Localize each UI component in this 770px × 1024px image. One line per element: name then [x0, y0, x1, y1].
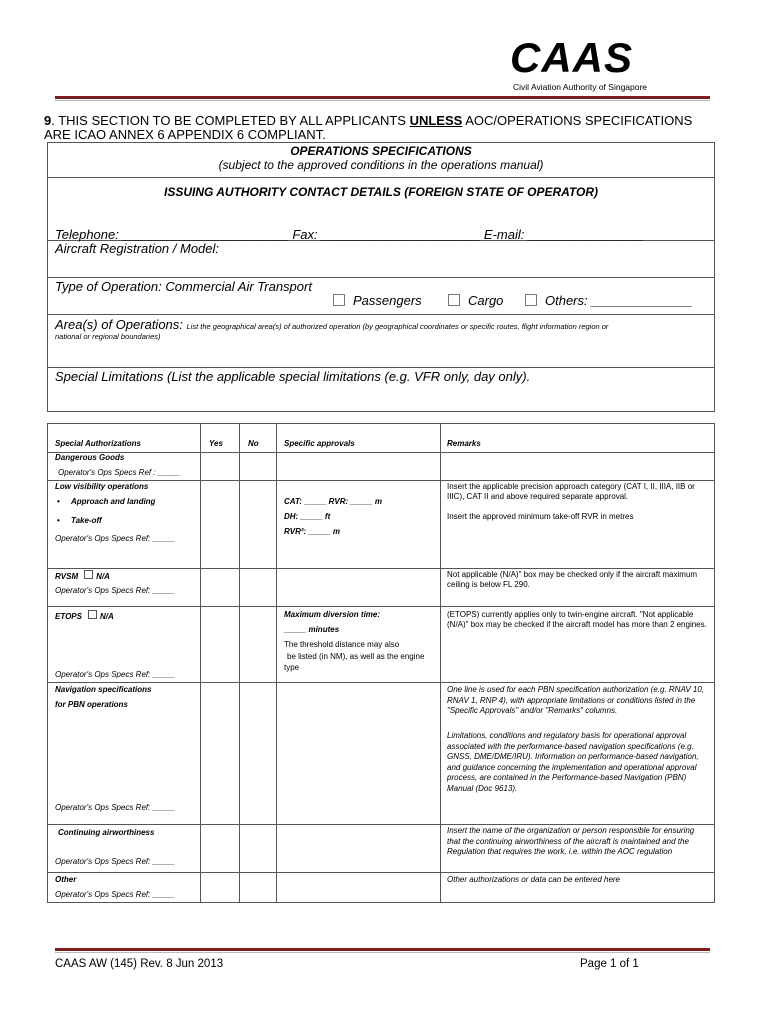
section-intro [44, 114, 714, 142]
cargo-option[interactable] [448, 293, 503, 308]
footer-doc-ref: CAAS AW (145) Rev. 8 Jun 2013 [55, 958, 224, 970]
contact-line[interactable]: Telephone: _______________________ Fax: ______________________ E-mail: ________________ [55, 227, 644, 242]
dangerous-goods-label: Dangerous Goods [55, 453, 125, 462]
row-line-4 [47, 606, 715, 607]
lv-remark-1: Insert the applicable precision approach category (CAT I, II, IIIA, IIB or IIIC), CAT II and above required separate approval. [447, 482, 695, 501]
row-line-6 [47, 824, 715, 825]
dg-ops-ref[interactable]: Operator's Ops Specs Ref : _____ [58, 468, 181, 477]
header-specific: Specific approvals [284, 439, 355, 448]
ops-divider-3 [47, 277, 715, 278]
ops-divider-1 [47, 177, 715, 178]
lv-remark-2: Insert the approved minimum take-off RVR in metres [447, 512, 634, 521]
others-checkbox[interactable] [525, 294, 537, 306]
footer-rule-shadow [55, 952, 710, 953]
aircraft-registration-label: Aircraft Registration / Model: [55, 241, 220, 256]
row-line-7 [47, 872, 715, 873]
rvsm-remark: Not applicable (N/A)" box may be checked only if the aircraft maximum ceiling is below FL 290. [447, 570, 698, 589]
col-line-2 [239, 423, 240, 903]
ops-title: OPERATIONS SPECIFICATIONS [290, 144, 472, 158]
col-line-1 [200, 423, 201, 903]
rvsm-label: RVSM [55, 572, 79, 581]
others-option[interactable] [525, 293, 692, 308]
areas-note: List the geographical area(s) of authorized operation (by geographical coordinates or specific routes, flight information region or [186, 322, 609, 331]
passengers-checkbox[interactable] [333, 294, 345, 306]
col-line-4 [440, 423, 441, 903]
other-label: Other [55, 875, 77, 884]
other-remark: Other authorizations or data can be entered here [447, 875, 620, 884]
nav-remark-2: Limitations, conditions and regulatory basis for operational approval associated with the performance-based navigation specifications (e.g. GNSS, DME/DME/IRU). Information on performance-based navigation, and guidance concerning the implementation and operational approval process, are contained in the Performance-based Navigation (PBN) Manual (Doc 9613). [447, 731, 699, 793]
rvsm-ops-ref[interactable]: Operator's Ops Specs Ref: _____ [55, 586, 175, 595]
caw-ops-ref[interactable]: Operator's Ops Specs Ref: _____ [55, 857, 175, 866]
logo-text: CAAS [510, 34, 634, 81]
etops-na-label: N/A [99, 612, 114, 621]
areas-of-operations [55, 317, 710, 332]
etops-ops-ref[interactable]: Operator's Ops Specs Ref: _____ [55, 670, 175, 679]
ops-divider-5 [47, 367, 715, 368]
threshold-note-3: type [284, 663, 300, 672]
header-special: Special Authorizations [55, 439, 141, 448]
lv-ops-ref[interactable]: Operator's Ops Specs Ref: _____ [55, 534, 175, 543]
row-line-3 [47, 568, 715, 569]
intro-part2: AOC/OPERATIONS SPECIFICATIONS ARE ICAO ANNEX 6 APPENDIX 6 COMPLIANT. [44, 113, 693, 142]
etops-remark: (ETOPS) currently applies only to twin-engine aircraft. "Not applicable (N/A)" box may be checked if the aircraft model has more than 2 engines. [447, 610, 707, 629]
passengers-label: Passengers [353, 293, 422, 308]
special-limitations-label: Special Limitations (List the applicable special limitations (e.g. VFR only, day only). [55, 369, 531, 384]
row-line-5 [47, 682, 715, 683]
ops-divider-4 [47, 314, 715, 315]
header-no: No [248, 439, 259, 448]
etops-na-checkbox[interactable] [88, 610, 97, 619]
rvsm-row-label [55, 570, 110, 582]
rvsm-na-label: N/A [96, 572, 110, 581]
low-visibility-label: Low visibility operations [55, 482, 149, 491]
col-line-3 [276, 423, 277, 903]
threshold-note-2: be listed (in NM), as well as the engine [287, 652, 425, 661]
operation-type-label: Type of Operation: Commercial Air Transport [55, 279, 312, 294]
intro-part1: . THIS SECTION TO BE COMPLETED BY ALL APPLICANTS [51, 113, 410, 128]
contact-heading: ISSUING AUTHORITY CONTACT DETAILS (FOREIGN STATE OF OPERATOR) [164, 185, 598, 199]
minutes-field[interactable]: _____ minutes [284, 625, 340, 634]
nav-pbn-label: for PBN operations [55, 700, 128, 709]
row-line-2 [47, 480, 715, 481]
others-label: Others: ______________ [545, 293, 693, 308]
cargo-label: Cargo [468, 293, 504, 308]
header-remarks: Remarks [447, 439, 481, 448]
nav-spec-label: Navigation specifications [55, 685, 152, 694]
nav-remark-1: One line is used for each PBN specification authorization (e.g. RNAV 10, RNAV 1, RNP 4), with appropriate limitations or conditions listed in the "Specific Approvals" and/or "Remarks" columns. [447, 685, 705, 715]
header-yes: Yes [209, 439, 223, 448]
intro-emphasis: UNLESS [409, 113, 463, 128]
other-ops-ref[interactable]: Operator's Ops Specs Ref: _____ [55, 890, 175, 899]
rvr2-field[interactable]: RVR²: _____ m [284, 527, 341, 536]
dh-field[interactable]: DH: _____ ft [284, 512, 331, 521]
cat-rvr-field[interactable]: CAT: _____ RVR: _____ m [284, 497, 382, 506]
cargo-checkbox[interactable] [448, 294, 460, 306]
footer-page-number: Page 1 of 1 [580, 958, 639, 970]
max-diversion-label: Maximum diversion time: [284, 610, 381, 619]
section-number: 9 [44, 113, 52, 128]
caw-label: Continuing airworthiness [58, 828, 155, 837]
takeoff-item: • Take-off [57, 516, 102, 526]
header-rule [55, 96, 710, 99]
caw-remark: Insert the name of the organization or person responsible for ensuring that the continuing airworthiness of the aircraft is maintained and the Regulation that requires the work, i.e. within the AOC regulation [447, 826, 695, 856]
row-line-1 [47, 452, 715, 453]
passengers-option[interactable] [333, 293, 422, 308]
etops-label: ETOPS [55, 612, 82, 621]
areas-label: Area(s) of Operations: [55, 317, 183, 332]
header-rule-shadow [55, 100, 710, 101]
logo-subtitle: Civil Aviation Authority of Singapore [513, 82, 648, 92]
areas-note-2: national or regional boundaries) [55, 332, 161, 341]
threshold-note-1: The threshold distance may also [284, 640, 400, 649]
etops-row-label [55, 610, 114, 622]
approach-landing-item: • Approach and landing [57, 497, 155, 507]
nav-ops-ref[interactable]: Operator's Ops Specs Ref: _____ [55, 803, 175, 812]
rvsm-na-checkbox[interactable] [84, 570, 93, 579]
ops-subtitle: (subject to the approved conditions in the operations manual) [218, 158, 544, 172]
footer-rule [55, 948, 710, 951]
